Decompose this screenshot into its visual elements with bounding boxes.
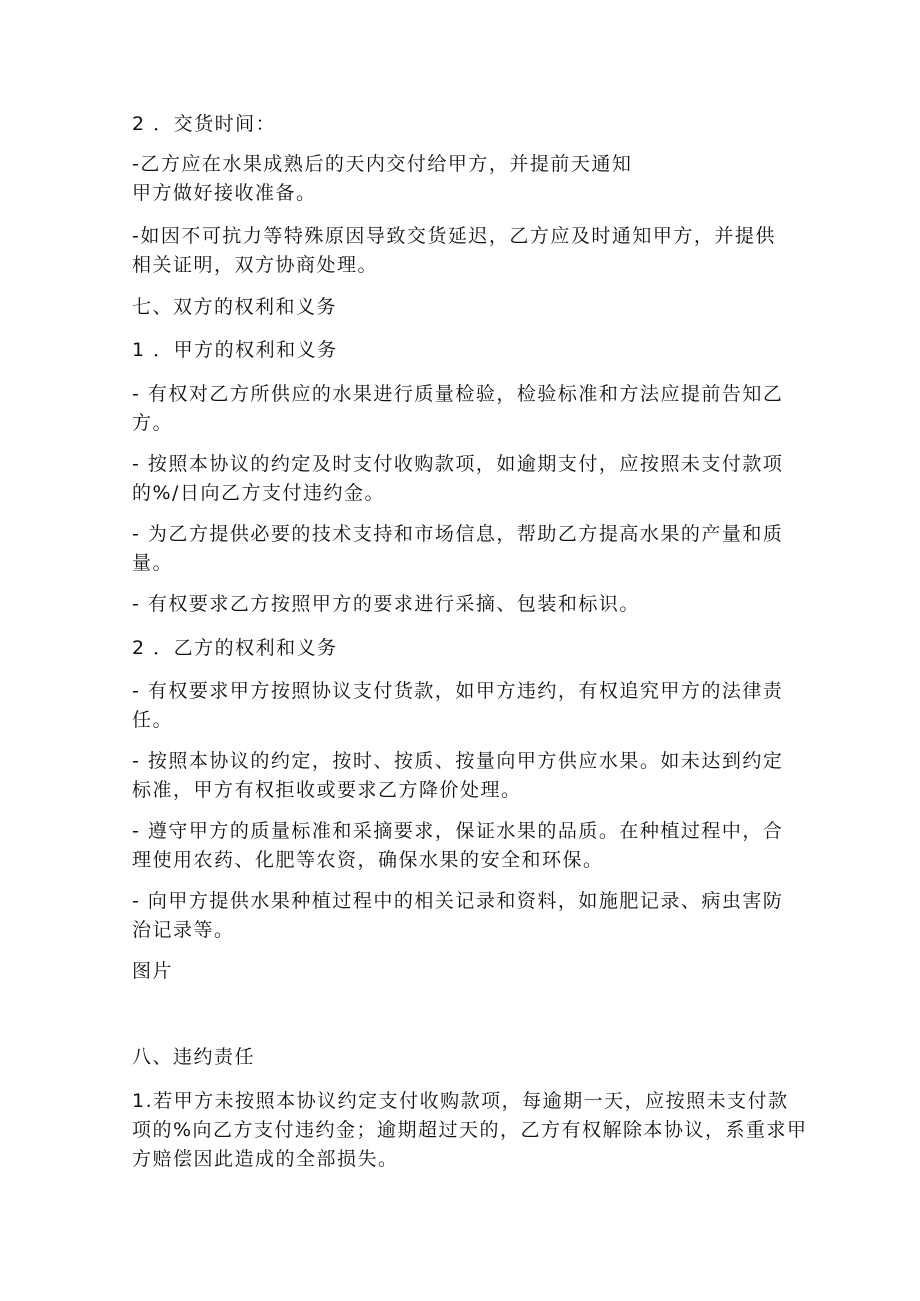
section-heading-delivery-time: 2 ．交货时间：: [132, 113, 277, 135]
image-placeholder-label: 图片: [132, 960, 174, 982]
paragraph-delivery-within-days: -乙方应在水果成熟后的天内交付给甲方，并提前天通知 甲方做好接收准备。: [132, 153, 633, 204]
section-heading-party-a: 1 ．甲方的权利和义务: [132, 339, 338, 361]
paragraph-quality-standards: - 遵守甲方的质量标准和采摘要求，保证水果的品质。在种植过程中，合 理使用农药、化肥等农资，确保水果的安全和环保。: [132, 820, 784, 871]
chapter-heading-breach-liability: 八、违约责任: [132, 1046, 256, 1068]
paragraph-quality-inspection: - 有权对乙方所供应的水果进行质量检验，检验标准和方法应提前告知乙 方。: [132, 383, 784, 434]
chapter-heading-rights-obligations: 七、双方的权利和义务: [132, 296, 338, 318]
paragraph-request-payment: - 有权要求甲方按照协议支付货款，如甲方违约，有权追究甲方的法律责 任。: [132, 680, 784, 731]
paragraph-technical-support: - 为乙方提供必要的技术支持和市场信息，帮助乙方提高水果的产量和质 量。: [132, 523, 784, 574]
paragraph-force-majeure-delay: -如因不可抗力等特殊原因导致交货延迟，乙方应及时通知甲方，并提供 相关证明，双方协商处理。: [132, 225, 776, 276]
paragraph-supply-fruit: - 按照本协议的约定，按时、按质、按量向甲方供应水果。如未达到约定 标准，甲方有权拒收或要求乙方降价处理。: [132, 750, 784, 801]
paragraph-timely-payment: - 按照本协议的约定及时支付收购款项，如逾期支付，应按照未支付款项 的%/日向乙方支付违约金。: [132, 453, 784, 504]
paragraph-planting-records: - 向甲方提供水果种植过程中的相关记录和资料，如施肥记录、病虫害防 治记录等。: [132, 890, 784, 941]
section-heading-party-b: 2 ．乙方的权利和义务: [132, 637, 338, 659]
paragraph-picking-packaging: - 有权要求乙方按照甲方的要求进行采摘、包装和标识。: [132, 593, 640, 615]
paragraph-late-payment-penalty: 1.若甲方未按照本协议约定支付收购款项，每逾期一天，应按照未支付款 项的%向乙方支付违约金；逾期超过天的，乙方有权解除本协议，系重求甲 方赔偿因此造成的全部损失。: [132, 1090, 808, 1170]
